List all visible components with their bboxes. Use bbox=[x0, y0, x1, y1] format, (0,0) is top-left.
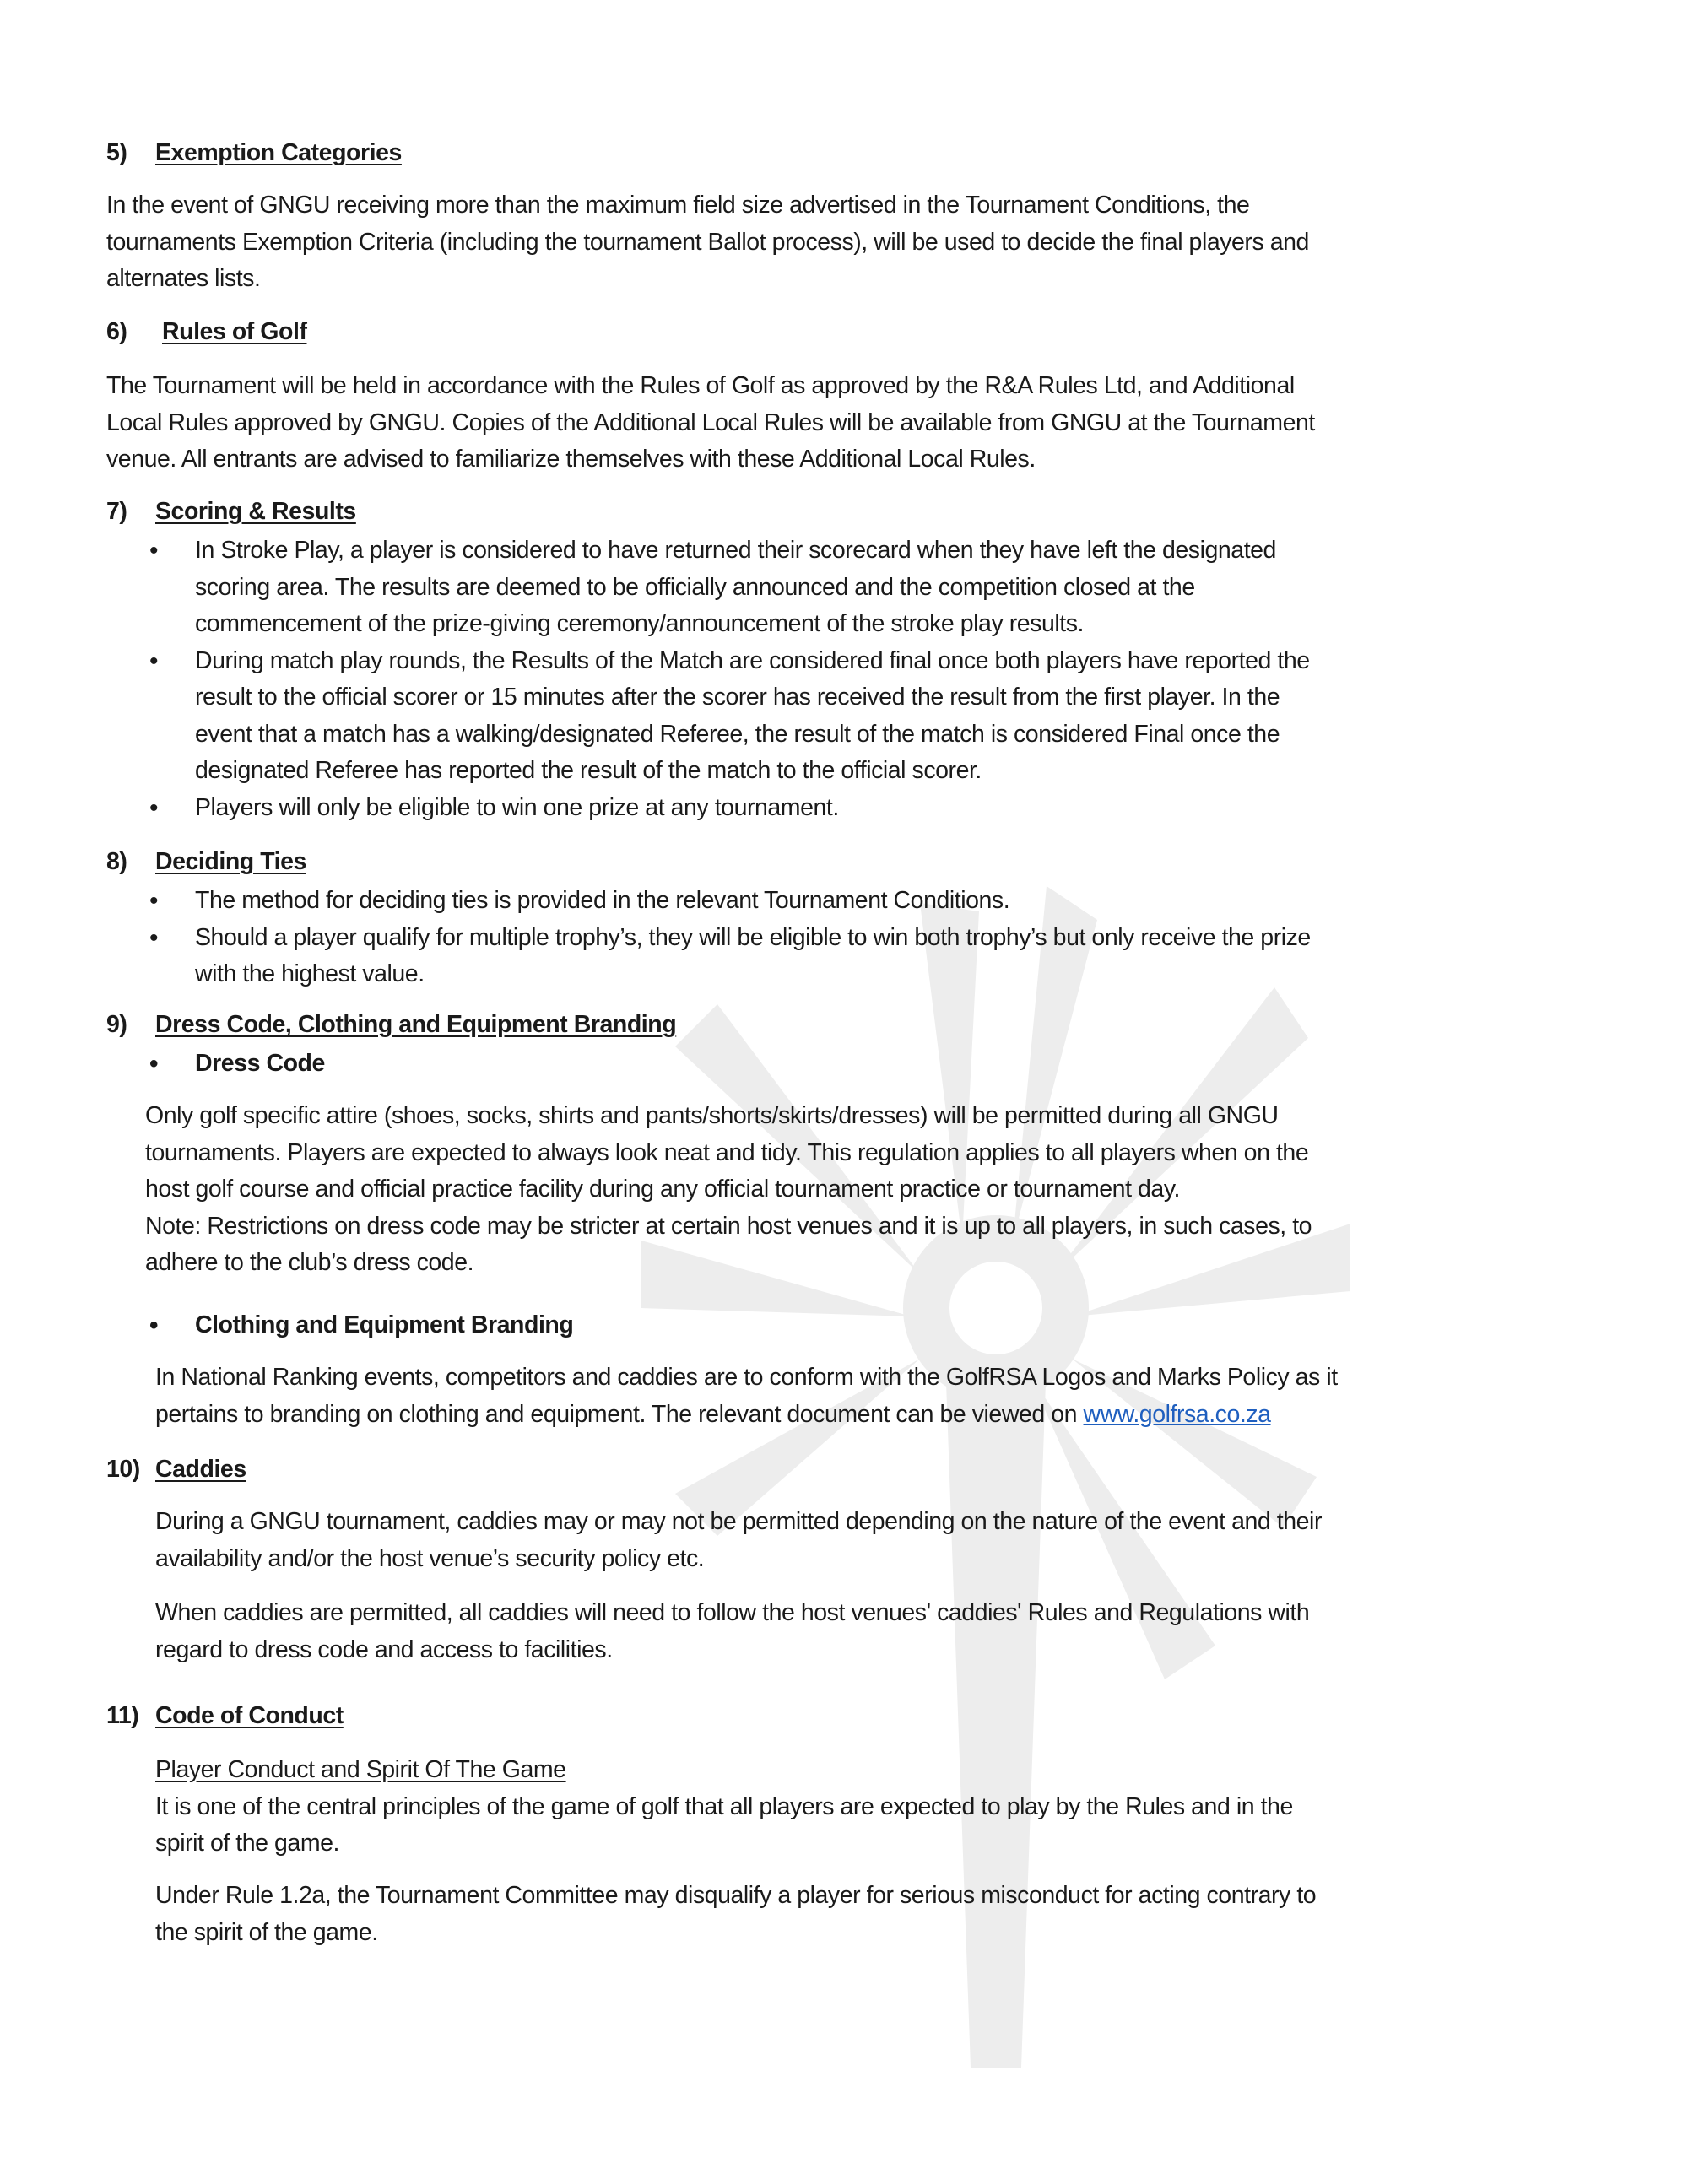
conduct-paragraph-1 bbox=[155, 1752, 1293, 1862]
section-title: Scoring & Results bbox=[155, 498, 356, 525]
text-line: It is one of the central principles of the game of golf that all players are expected to play by the Rules and in the bbox=[155, 1792, 1293, 1820]
text-line: • The method for deciding ties is provided in the relevant Tournament Conditions. bbox=[195, 887, 1010, 914]
section-number: 5) bbox=[106, 139, 127, 166]
bullet-item bbox=[149, 920, 1311, 993]
text-line: venue. All entrants are advised to familiarize themselves with these Additional Local Rules. bbox=[106, 446, 1036, 473]
section-9-heading bbox=[106, 1007, 676, 1044]
text-line: commencement of the prize-giving ceremony/announcement of the stroke play results. bbox=[195, 610, 1084, 637]
section-number: 10) bbox=[106, 1456, 140, 1483]
section-7-heading bbox=[106, 494, 356, 531]
section-6-paragraph bbox=[106, 368, 1315, 478]
conduct-paragraph-2 bbox=[155, 1878, 1316, 1951]
text-line: Local Rules approved by GNGU. Copies of the Additional Local Rules will be available from GNGU at the Tournament bbox=[106, 408, 1315, 436]
text-line: • In Stroke Play, a player is considered to have returned their scorecard when they have left the designated bbox=[195, 537, 1276, 564]
text-line: availability and/or the host venue’s security policy etc. bbox=[155, 1544, 705, 1572]
text-line: adhere to the club’s dress code. bbox=[145, 1249, 474, 1276]
text-line: spirit of the game. bbox=[155, 1830, 339, 1857]
text-line: Note: Restrictions on dress code may be stricter at certain host venues and it is up to all players, in such cases, to bbox=[145, 1212, 1312, 1240]
section-title: Exemption Categories bbox=[155, 139, 402, 166]
text-line: with the highest value. bbox=[195, 960, 425, 987]
section-8-bullets bbox=[149, 883, 1311, 993]
section-5-heading bbox=[106, 135, 402, 172]
caddies-paragraph-1 bbox=[155, 1504, 1322, 1577]
text-line: When caddies are permitted, all caddies will need to follow the host venues' caddies' Rules and Regulations with bbox=[155, 1599, 1310, 1626]
section-title: Dress Code, Clothing and Equipment Branding bbox=[155, 1011, 677, 1038]
bullet-item bbox=[149, 883, 1311, 920]
section-number: 6) bbox=[106, 318, 127, 345]
section-number: 9) bbox=[106, 1011, 127, 1038]
section-number: 8) bbox=[106, 848, 127, 875]
text-line: During a GNGU tournament, caddies may or may not be permitted depending on the nature of the event and their bbox=[155, 1508, 1322, 1535]
text-span: pertains to branding on clothing and equipment. The relevant document can be viewed on bbox=[155, 1400, 1084, 1428]
text-line: event that a match has a walking/designated Referee, the result of the match is considered Final once the bbox=[195, 720, 1280, 748]
text-line: regard to dress code and access to facilities. bbox=[155, 1635, 613, 1663]
bullet-item bbox=[149, 643, 1310, 790]
golfrsa-link[interactable]: www.golfrsa.co.za bbox=[1083, 1400, 1271, 1428]
section-number: 7) bbox=[106, 498, 127, 525]
text-line: The Tournament will be held in accordance with the Rules of Golf as approved by the R&A Rules Ltd, and Additional bbox=[106, 372, 1295, 399]
text-line: • During match play rounds, the Results of the Match are considered final once both players have reported the bbox=[195, 646, 1310, 674]
text-line: alternates lists. bbox=[106, 265, 261, 292]
text-line: Only golf specific attire (shoes, socks, shirts and pants/shorts/skirts/dresses) will be permitted during all GNGU bbox=[145, 1102, 1279, 1129]
bullet-item bbox=[149, 790, 1310, 827]
section-7-bullets bbox=[149, 532, 1310, 826]
subheading-text: • Dress Code bbox=[149, 1046, 325, 1083]
subheading-text: • Clothing and Equipment Branding bbox=[149, 1307, 573, 1344]
text-line: Under Rule 1.2a, the Tournament Committee may disqualify a player for serious misconduct for acting contrary to bbox=[155, 1882, 1317, 1909]
text-line: result to the official scorer or 15 minutes after the scorer has received the result from the first player. In the bbox=[195, 684, 1280, 711]
section-11-heading bbox=[106, 1698, 344, 1735]
text-line: In National Ranking events, competitors and caddies are to conform with the GolfRSA Logos and Marks Policy as it bbox=[155, 1364, 1338, 1391]
branding-paragraph bbox=[155, 1360, 1338, 1433]
text-line: tournaments Exemption Criteria (including the tournament Ballot process), will be used to decide the final players and bbox=[106, 228, 1309, 256]
caddies-paragraph-2 bbox=[155, 1595, 1309, 1668]
section-6-heading bbox=[106, 314, 306, 351]
dress-code-subheading bbox=[149, 1046, 325, 1083]
conduct-subtitle: Player Conduct and Spirit Of The Game bbox=[155, 1756, 566, 1783]
section-title: Deciding Ties bbox=[155, 848, 306, 875]
text-line: the spirit of the game. bbox=[155, 1918, 378, 1946]
section-number: 11) bbox=[106, 1702, 139, 1729]
section-title: Caddies bbox=[155, 1456, 246, 1483]
text-line: scoring area. The results are deemed to be officially announced and the competition closed at the bbox=[195, 573, 1195, 601]
branding-subheading bbox=[149, 1307, 573, 1344]
text-line: • Players will only be eligible to win one prize at any tournament. bbox=[195, 793, 839, 821]
dress-code-paragraph bbox=[145, 1098, 1312, 1282]
section-10-heading bbox=[106, 1451, 246, 1489]
section-title: Rules of Golf bbox=[162, 318, 307, 345]
section-5-paragraph bbox=[106, 187, 1309, 298]
text-line: designated Referee has reported the result of the match to the official scorer. bbox=[195, 757, 982, 784]
text-line: • Should a player qualify for multiple trophy’s, they will be eligible to win both trophy’s but only receive the prize bbox=[195, 923, 1311, 951]
text-line: host golf course and official practice facility during any official tournament practice or tournament day. bbox=[145, 1176, 1180, 1203]
section-8-heading bbox=[106, 844, 306, 881]
text-line: tournaments. Players are expected to always look neat and tidy. This regulation applies to all players when on the bbox=[145, 1138, 1309, 1166]
text-line: In the event of GNGU receiving more than the maximum field size advertised in the Tournament Conditions, the bbox=[106, 192, 1250, 219]
section-title: Code of Conduct bbox=[155, 1702, 344, 1729]
text-line bbox=[155, 1397, 1338, 1434]
bullet-item bbox=[149, 532, 1310, 643]
